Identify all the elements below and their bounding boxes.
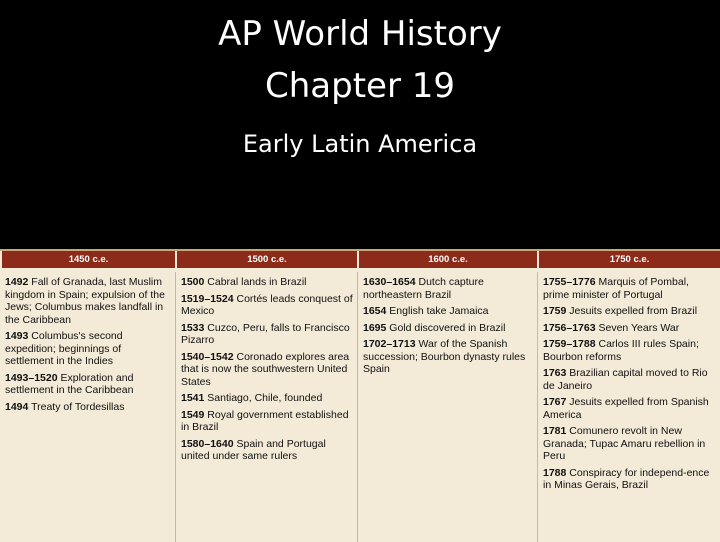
event-date: 1654 [363,305,387,317]
slide-title-line1: AP World History [218,14,502,54]
event-date: 1500 [181,276,205,288]
event-date: 1519–1524 [181,292,234,305]
event-text: Exploration and settlement in the Caribbean [5,371,134,396]
timeline-event [363,338,533,376]
timeline-event [181,409,353,434]
timeline-event [181,392,353,405]
event-date: 1494 [5,400,29,413]
event-date: 1767 [543,396,567,408]
timeline-event [543,467,716,492]
timeline-event [363,276,533,301]
timeline-event [363,322,533,335]
timeline-event [543,276,716,301]
event-date: 1695 [363,321,387,334]
event-date: 1630–1654 [363,276,416,288]
event-text: Comunero revolt in New Granada; Tupac Amaru rebellion in Peru [543,425,706,462]
event-text: Marquis of Pombal, prime minister of Portugal [543,276,689,301]
timeline-event [181,322,353,347]
event-text: Cortés leads conquest of Mexico [181,292,353,317]
timeline-event [5,372,171,397]
event-text: Seven Years War [598,321,680,334]
event-date: 1759 [543,305,567,317]
event-date: 1759–1788 [543,338,596,350]
timeline-column-1500 [176,272,358,542]
event-date: 1493–1520 [5,371,58,384]
event-date: 1781 [543,425,567,437]
event-date: 1702–1713 [363,338,416,350]
event-text: English take Jamaica [389,305,489,317]
event-date: 1533 [181,321,205,334]
event-text: Carlos III rules Spain; Bourbon reforms [543,338,699,363]
event-text: Jesuits expelled from Spanish America [543,396,709,421]
event-date: 1763 [543,367,567,379]
timeline-event [543,322,716,335]
event-date: 1541 [181,392,205,404]
slide-subtitle: Early Latin America [242,130,478,158]
event-text: War of the Spanish succession; Bourbon dynasty rules Spain [363,338,526,375]
timeline-event [5,401,171,414]
event-text: Fall of Granada, last Muslim kingdom in Spain; expulsion of the Jews; Columbus makes landfall in the Caribbean [5,276,165,326]
event-text: Santiago, Chile, founded [207,392,323,404]
event-date: 1492 [5,276,29,288]
event-date: 1788 [543,466,567,479]
timeline-event [543,425,716,463]
event-date: 1580–1640 [181,437,234,450]
event-text: Gold discovered in Brazil [389,321,506,334]
timeline-header-1750: 1750 c.e. [539,251,720,268]
event-date: 1540–1542 [181,350,234,363]
timeline-column-1450 [0,272,176,542]
event-text: Cuzco, Peru, falls to Francisco Pizarro [181,321,350,346]
event-date: 1755–1776 [543,276,596,288]
event-text: Cabral lands in Brazil [207,276,307,288]
timeline-column-1750 [538,272,720,542]
event-text: Spain and Portugal united under same rulers [181,437,326,462]
timeline-event [181,351,353,389]
event-text: Treaty of Tordesillas [31,400,125,413]
timeline-event [363,305,533,318]
event-text: Brazilian capital moved to Rio de Janeiro [543,367,708,392]
event-text: Coronado explores area that is now the southwestern United States [181,350,350,388]
timeline-event [543,396,716,421]
timeline-event [543,367,716,392]
timeline-event [181,438,353,463]
timeline-header-1500: 1500 c.e. [177,251,357,268]
event-text: Dutch capture northeastern Brazil [363,276,484,301]
timeline-header-1600: 1600 c.e. [359,251,537,268]
timeline-header-1450: 1450 c.e. [2,251,175,268]
timeline-event [181,276,353,289]
timeline-event [181,293,353,318]
timeline-event [543,305,716,318]
timeline-event [5,330,171,368]
slide-title-line2: Chapter 19 [264,66,455,106]
event-date: 1549 [181,408,205,421]
event-text: Conspiracy for independ-ence in Minas Gerais, Brazil [543,466,710,491]
timeline-event [543,338,716,363]
timeline-event [5,276,171,326]
event-text: Columbus's second expedition; beginnings of settlement in the Indies [5,330,123,367]
event-text: Jesuits expelled from Brazil [569,305,698,317]
event-text: Royal government established in Brazil [181,408,349,433]
event-date: 1756–1763 [543,321,596,334]
timeline-column-1600 [358,272,538,542]
timeline-table [0,249,720,542]
event-date: 1493 [5,330,29,342]
